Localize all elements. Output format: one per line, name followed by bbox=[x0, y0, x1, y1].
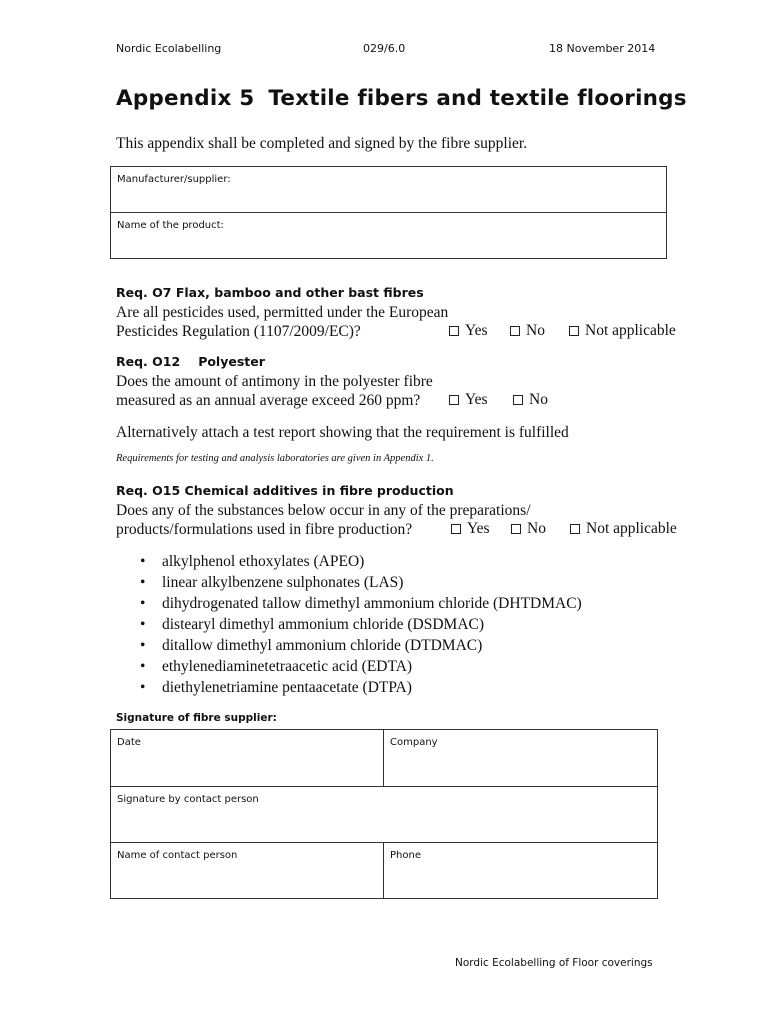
phone-field[interactable] bbox=[384, 843, 657, 898]
req-o12-question bbox=[116, 372, 433, 410]
req-o15-heading: Req. O15 Chemical additives in fibre production bbox=[116, 483, 454, 498]
checkbox-icon[interactable] bbox=[513, 395, 523, 405]
list-item bbox=[140, 572, 582, 593]
substance-list bbox=[140, 551, 582, 698]
checkbox-icon[interactable] bbox=[449, 395, 459, 405]
lab-requirements-note: Requirements for testing and analysis laboratories are given in Appendix 1. bbox=[116, 453, 434, 464]
substance-name: alkylphenol ethoxylates (APEO) bbox=[162, 553, 365, 570]
checkbox-icon[interactable] bbox=[451, 524, 461, 534]
bullet-icon: • bbox=[140, 553, 146, 570]
req-o12-title: Polyester bbox=[198, 354, 265, 369]
date-label: Date bbox=[117, 737, 141, 748]
req-o7-question-line1: Are all pesticides used, permitted under the European bbox=[116, 304, 449, 321]
option-label: No bbox=[526, 322, 545, 339]
header-version: 029/6.0 bbox=[363, 42, 406, 55]
option-label: Yes bbox=[465, 391, 488, 408]
contact-name-field[interactable] bbox=[111, 843, 384, 898]
req-o7-no-option[interactable] bbox=[510, 322, 545, 340]
substance-name: dihydrogenated tallow dimethyl ammonium chloride (DHTDMAC) bbox=[162, 595, 582, 612]
option-label: Yes bbox=[467, 520, 490, 537]
header-org: Nordic Ecolabelling bbox=[116, 42, 222, 55]
contact-signature-label: Signature by contact person bbox=[117, 794, 259, 805]
req-o12-yes-option[interactable] bbox=[449, 391, 488, 409]
checkbox-icon[interactable] bbox=[510, 326, 520, 336]
req-o7-question-line2: Pesticides Regulation (1107/2009/EC)? bbox=[116, 323, 361, 340]
date-field[interactable] bbox=[111, 730, 384, 787]
option-label: Yes bbox=[465, 322, 488, 339]
req-o15-question-line2: products/formulations used in fibre production? bbox=[116, 521, 413, 538]
req-o7-yes-option[interactable] bbox=[449, 322, 488, 340]
contact-signature-field[interactable] bbox=[111, 787, 657, 843]
checkbox-icon[interactable] bbox=[570, 524, 580, 534]
option-label: Not applicable bbox=[586, 520, 677, 537]
list-item bbox=[140, 635, 582, 656]
header-date: 18 November 2014 bbox=[549, 42, 656, 55]
manufacturer-field[interactable] bbox=[111, 167, 666, 213]
product-name-field[interactable] bbox=[111, 213, 666, 259]
bullet-icon: • bbox=[140, 616, 146, 633]
info-table bbox=[110, 166, 667, 259]
req-o15-no-option[interactable] bbox=[511, 520, 546, 538]
bullet-icon: • bbox=[140, 595, 146, 612]
checkbox-icon[interactable] bbox=[511, 524, 521, 534]
req-o7-question bbox=[116, 303, 448, 341]
req-o12-heading bbox=[116, 354, 265, 369]
company-label: Company bbox=[390, 737, 438, 748]
substance-name: ethylenediaminetetraacetic acid (EDTA) bbox=[162, 658, 413, 675]
signature-heading: Signature of fibre supplier: bbox=[116, 712, 277, 724]
list-item bbox=[140, 593, 582, 614]
option-label: Not applicable bbox=[585, 322, 676, 339]
manufacturer-label: Manufacturer/supplier: bbox=[117, 174, 231, 185]
req-o12-question-line2: measured as an annual average exceed 260 ppm? bbox=[116, 392, 421, 409]
req-o12-no-option[interactable] bbox=[513, 391, 548, 409]
list-item bbox=[140, 551, 582, 572]
substance-name: diethylenetriamine pentaacetate (DTPA) bbox=[162, 679, 412, 696]
req-o7-heading: Req. O7 Flax, bamboo and other bast fibres bbox=[116, 285, 424, 300]
substance-name: linear alkylbenzene sulphonates (LAS) bbox=[162, 574, 404, 591]
substance-name: ditallow dimethyl ammonium chloride (DTDMAC) bbox=[162, 637, 483, 654]
substance-name: distearyl dimethyl ammonium chloride (DSDMAC) bbox=[162, 616, 485, 633]
list-item bbox=[140, 656, 582, 677]
req-o7-na-option[interactable] bbox=[569, 322, 676, 340]
req-o15-yes-option[interactable] bbox=[451, 520, 490, 538]
bullet-icon: • bbox=[140, 679, 146, 696]
option-label: No bbox=[529, 391, 548, 408]
checkbox-icon[interactable] bbox=[449, 326, 459, 336]
bullet-icon: • bbox=[140, 574, 146, 591]
option-label: No bbox=[527, 520, 546, 537]
company-field[interactable] bbox=[384, 730, 657, 787]
contact-name-label: Name of contact person bbox=[117, 850, 238, 861]
phone-label: Phone bbox=[390, 850, 421, 861]
req-o15-question-line1: Does any of the substances below occur in any of the preparations/ bbox=[116, 502, 531, 519]
bullet-icon: • bbox=[140, 658, 146, 675]
list-item bbox=[140, 614, 582, 635]
list-item bbox=[140, 677, 582, 698]
req-o12-alternative: Alternatively attach a test report showing that the requirement is fulfilled bbox=[116, 424, 569, 441]
req-o12-code: Req. O12 bbox=[116, 354, 181, 369]
checkbox-icon[interactable] bbox=[569, 326, 579, 336]
req-o15-na-option[interactable] bbox=[570, 520, 677, 538]
page-footer: Nordic Ecolabelling of Floor coverings bbox=[455, 957, 653, 969]
appendix-title: Textile fibers and textile floorings bbox=[268, 86, 687, 111]
bullet-icon: • bbox=[140, 637, 146, 654]
page-title bbox=[116, 86, 687, 111]
signature-table bbox=[110, 729, 658, 899]
appendix-number: Appendix 5 bbox=[116, 86, 255, 111]
intro-text: This appendix shall be completed and signed by the fibre supplier. bbox=[116, 135, 528, 152]
req-o12-question-line1: Does the amount of antimony in the polyester fibre bbox=[116, 373, 433, 390]
product-name-label: Name of the product: bbox=[117, 220, 224, 231]
